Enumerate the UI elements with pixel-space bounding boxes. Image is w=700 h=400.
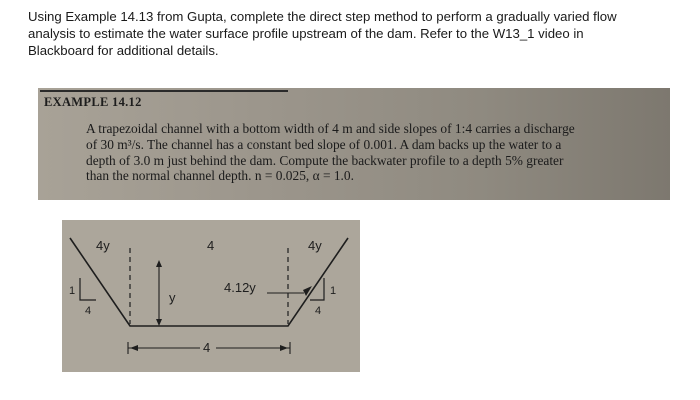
top-center-label: 4	[207, 238, 215, 253]
instruction-line: analysis to estimate the water surface profile upstream of the dam. Refer to the W13_1 video in	[28, 26, 584, 41]
bottom-arrow-right	[280, 345, 288, 351]
example-problem-text	[86, 121, 664, 184]
example-line: of 30 m³/s. The channel has a constant bed slope of 0.001. A dam backs up the water to a	[86, 136, 562, 152]
bottom-arrow-left	[130, 345, 138, 351]
channel-diagram	[62, 220, 360, 372]
instruction-line: Using Example 14.13 from Gupta, complete the direct step method to perform a gradually varied flow	[28, 9, 617, 24]
bottom-width-label: 4	[203, 340, 211, 355]
instruction-line: Blackboard for additional details.	[28, 43, 219, 58]
right-slope-rise: 1	[330, 285, 337, 297]
example-line: than the normal channel depth. n = 0.025, α = 1.0.	[86, 168, 354, 184]
left-slope-run: 4	[85, 305, 92, 317]
depth-label: y	[169, 290, 176, 305]
example-heading: EXAMPLE 14.12	[44, 95, 142, 109]
top-left-label: 4y	[96, 238, 110, 253]
left-slope-triangle	[80, 278, 96, 300]
example-line: depth of 3.0 m just behind the dam. Compute the backwater profile to a depth 5% greater	[86, 152, 564, 168]
left-slope-rise: 1	[69, 285, 76, 297]
right-slope-run: 4	[315, 305, 322, 317]
sloped-length-label: 4.12y	[224, 280, 256, 295]
right-slope-triangle	[310, 278, 324, 300]
assignment-instructions	[28, 8, 668, 59]
depth-arrow-up	[156, 260, 162, 267]
depth-arrow-down	[156, 319, 162, 326]
channel-cross-section-figure	[62, 220, 360, 372]
sloped-length-arrowhead	[303, 286, 312, 296]
example-line: A trapezoidal channel with a bottom width of 4 m and side slopes of 1:4 carries a discharge	[86, 121, 575, 136]
top-right-label: 4y	[308, 238, 322, 253]
heading-rule	[40, 90, 288, 92]
